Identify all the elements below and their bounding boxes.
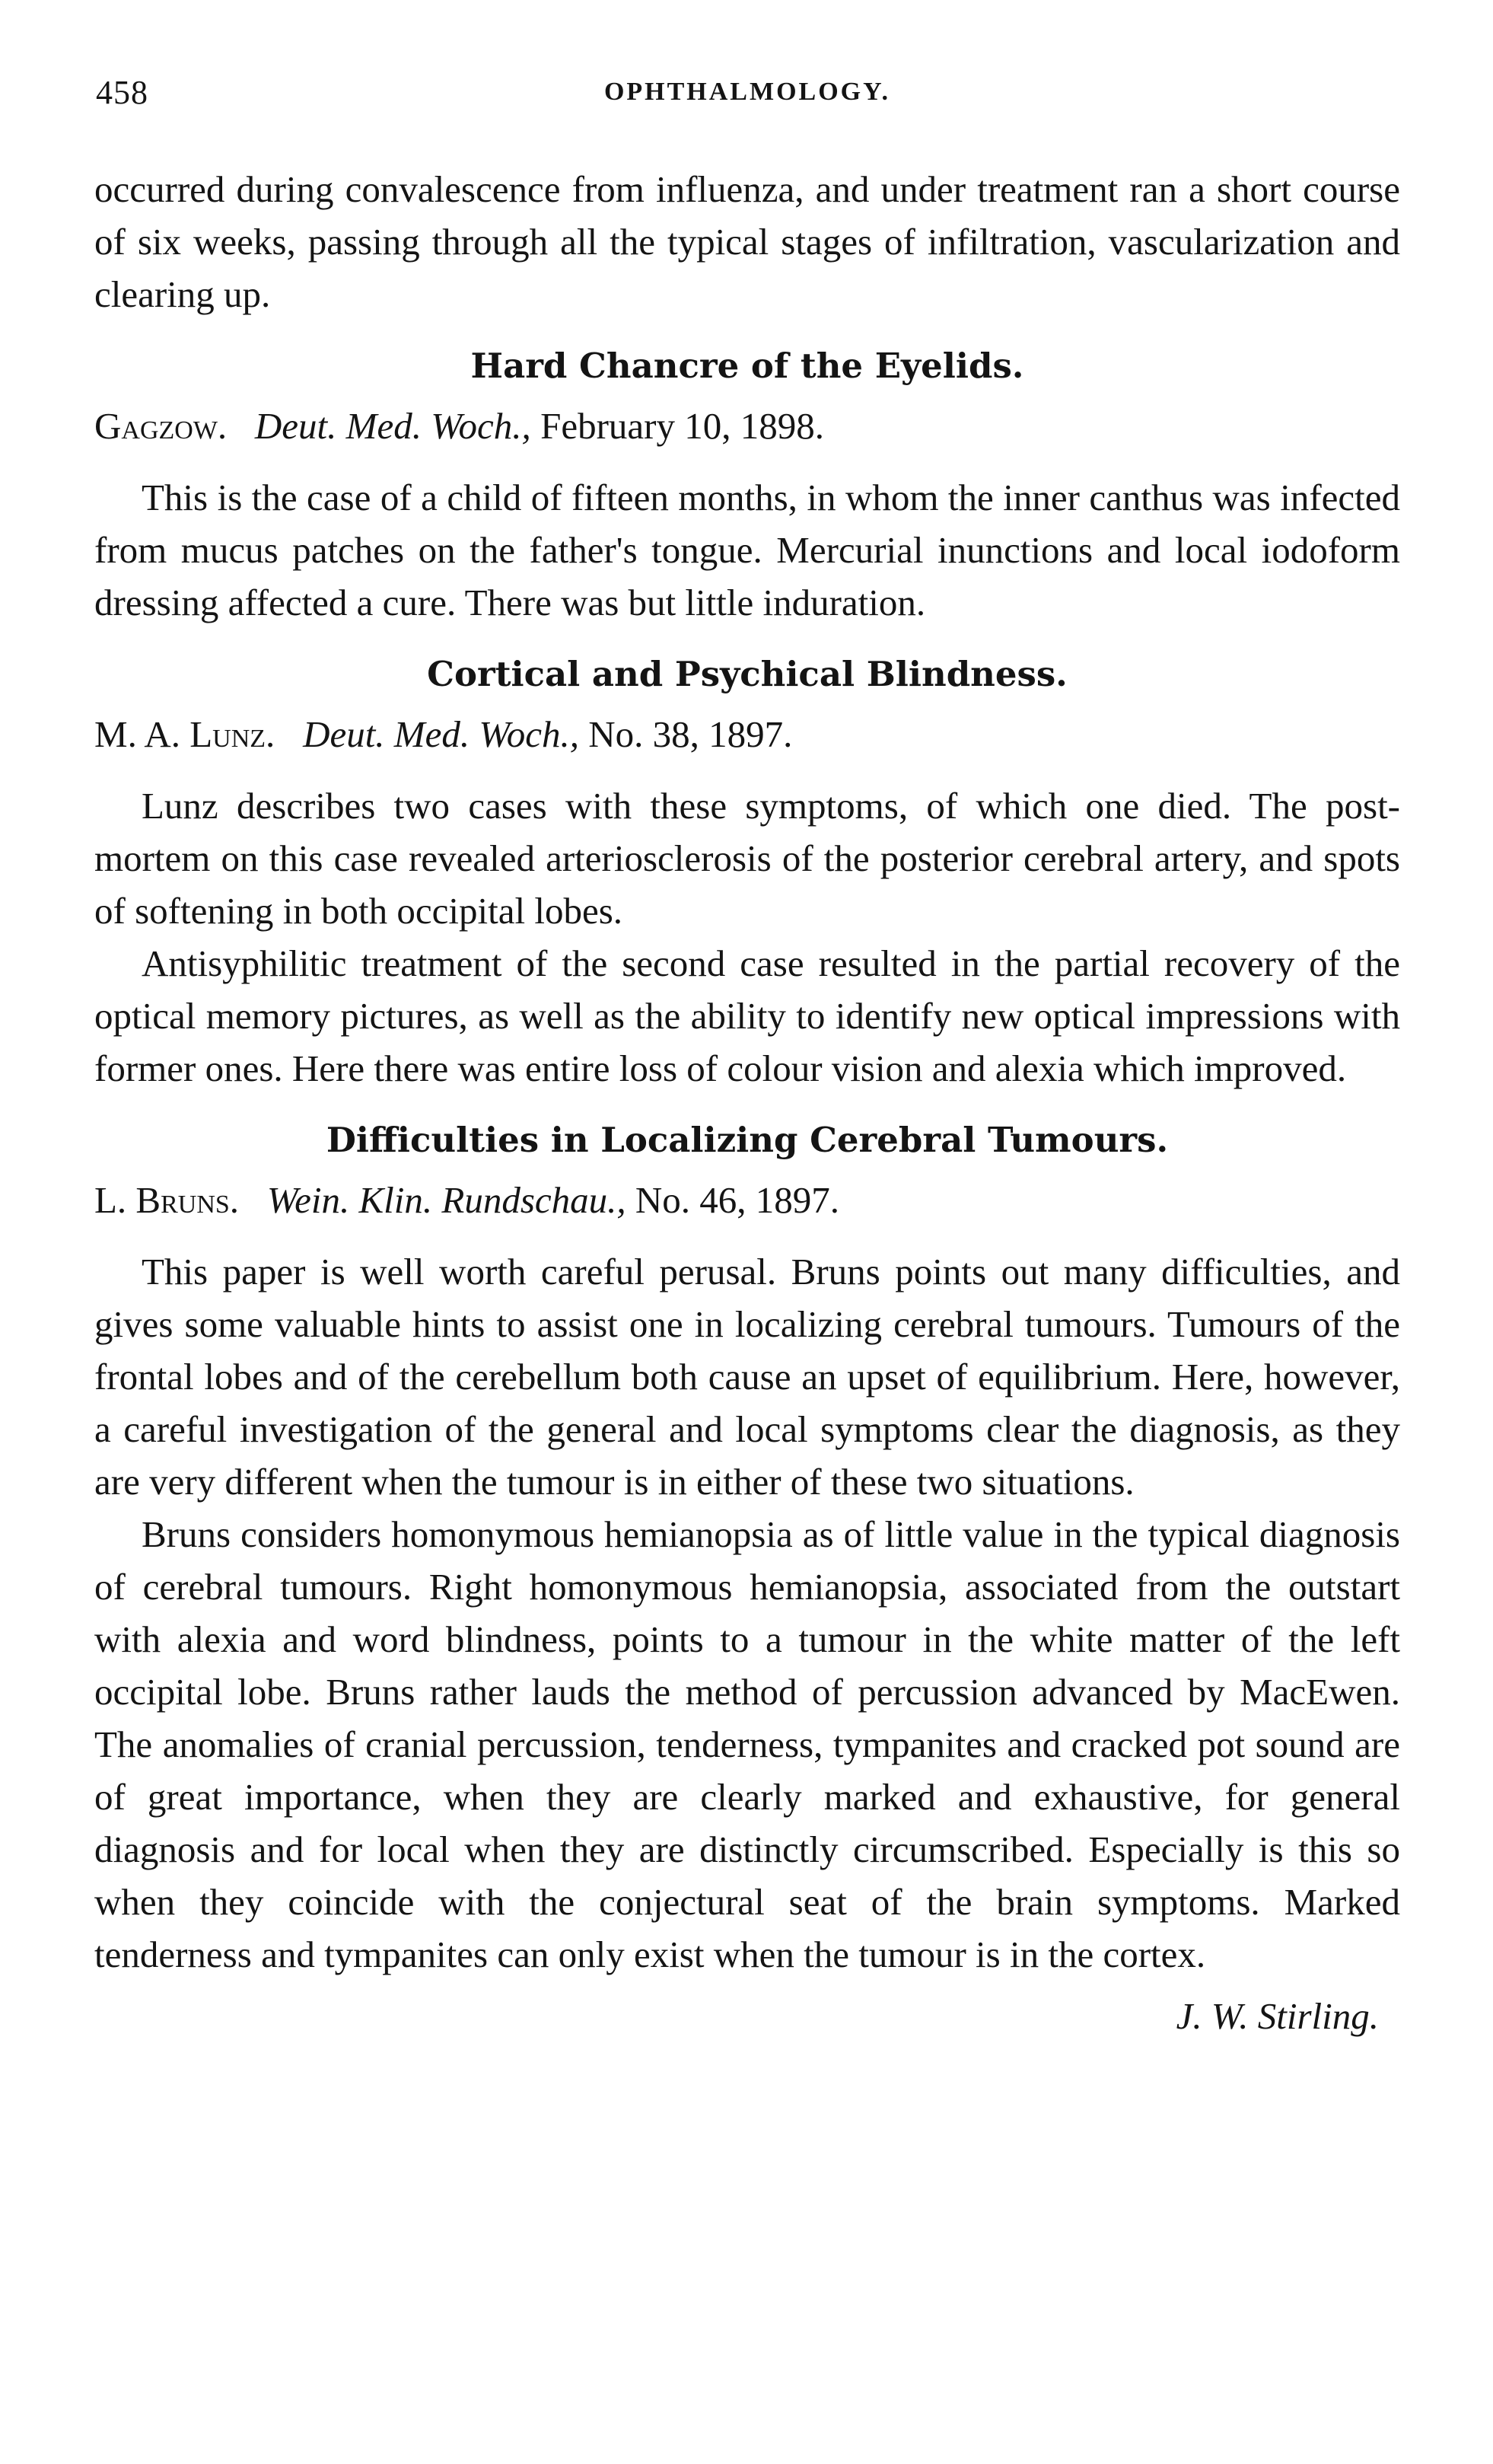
citation <box>94 1175 1400 1226</box>
paragraph: This paper is well worth careful perusal. Bruns points out many difficulties, and gives some valuable hints to assist one in localizing cerebral tumours. Tumours of the frontal lobes and of the cerebellum both cause an upset of equilibrium. Here, however, a careful investigation of the general and local symptoms clear the diagnosis, as they are very different when the tumour is in either of these two situations. <box>94 1251 1400 1503</box>
citation-journal: Deut. Med. Woch., <box>254 405 531 447</box>
article-hard-chancre <box>94 342 1400 629</box>
author-signature: J. W. Stirling. <box>1176 1995 1379 2037</box>
paragraph: Lunz describes two cases with these symptoms, of which one died. The post-mortem on this case revealed arteriosclerosis of the posterior cerebral artery, and spots of softening in both occipital lobes. <box>94 785 1400 932</box>
page <box>94 73 1400 2042</box>
paragraph: Bruns considers homonymous hemianopsia as of little value in the typical diagnosis of cerebral tumours. Right homonymous hemianopsia, associated from the outstart with alexia and word blindness, points to a tumour in the white matter of the left occipital lobe. Bruns rather lauds the method of percussion advanced by MacEwen. The anomalies of cranial percussion, tenderness, tympanites and cracked pot sound are of great importance, when they are clearly marked and exhaustive, for general diagnosis and for local when they are distinctly circumscribed. Especially is this so when they coincide with the conjectural seat of the brain symptoms. Marked tenderness and tympanites can only exist when the tumour is in the cortex. <box>94 1513 1400 1975</box>
article-cortical-blindness <box>94 650 1400 1095</box>
article-cerebral-tumours <box>94 1116 1400 2042</box>
intro-paragraph: occurred during convalescence from influenza, and under treatment ran a short course of six weeks, passing through all the typical stages of infiltration, vascularization and clearing up. <box>94 168 1400 315</box>
citation-journal: Deut. Med. Woch., <box>303 713 579 755</box>
citation <box>94 709 1400 760</box>
section-heading: Hard Chancre of the Eyelids. <box>470 346 1024 386</box>
citation-details: February 10, 1898. <box>540 405 824 447</box>
citation-journal: Wein. Klin. Rundschau., <box>266 1179 626 1221</box>
running-head <box>94 73 1400 119</box>
citation-author: Gagzow. <box>94 405 228 447</box>
citation-author: L. Bruns. <box>94 1179 240 1221</box>
page-number: 458 <box>96 74 148 111</box>
paragraph: Antisyphilitic treatment of the second case resulted in the partial recovery of the optical memory pictures, as well as the ability to identify new optical impressions with former ones. Here there was entire loss of colour vision and alexia which improved. <box>94 942 1400 1089</box>
section-heading: Cortical and Psychical Blindness. <box>427 654 1068 694</box>
citation-details: No. 46, 1897. <box>635 1179 840 1221</box>
citation-details: No. 38, 1897. <box>588 713 793 755</box>
paragraph: This is the case of a child of fifteen months, in whom the inner canthus was infected from mucus patches on the father's tongue. Mercurial inunctions and local iodoform dressing affected a cure. There was but little induration. <box>94 477 1400 623</box>
section-heading: Difficulties in Localizing Cerebral Tumours. <box>326 1120 1169 1160</box>
citation <box>94 401 1400 451</box>
citation-author: M. A. Lunz. <box>94 713 275 755</box>
running-title: OPHTHALMOLOGY. <box>603 78 891 106</box>
